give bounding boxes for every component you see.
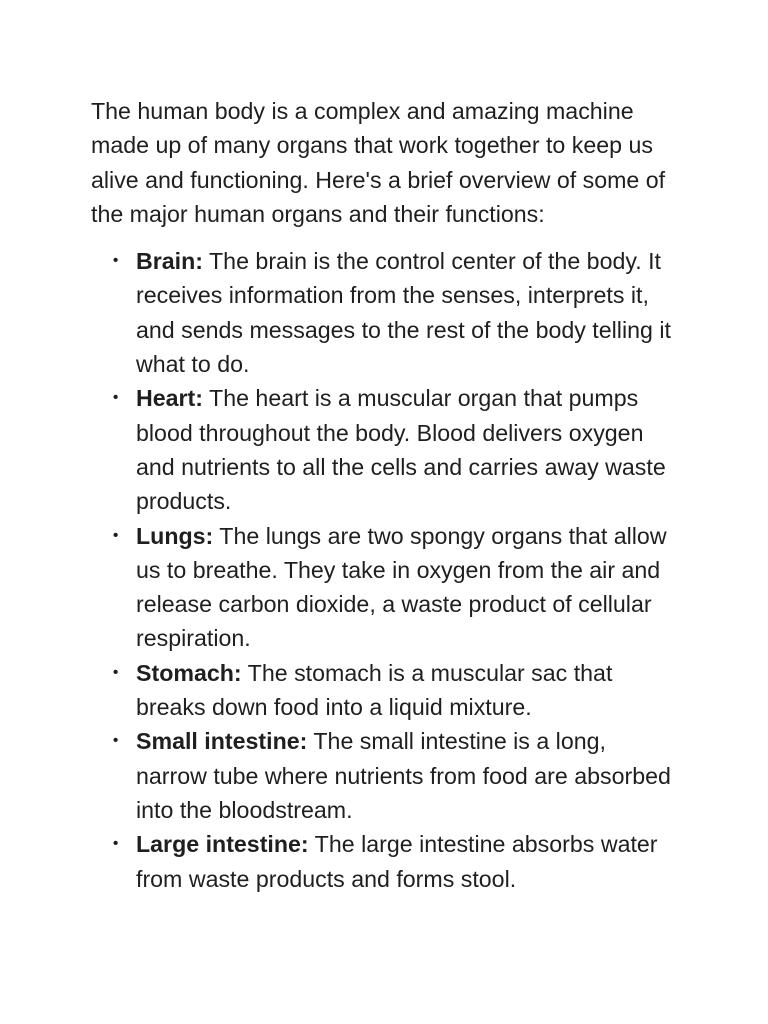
bullet-icon: • xyxy=(113,526,119,544)
organ-name: Lungs: xyxy=(136,522,214,549)
organ-description: The lungs are two spongy organs that allow us to breathe. They take in oxygen from the air and release carbon dioxide, a waste product of cellular respiration. xyxy=(136,522,667,652)
bullet-icon: • xyxy=(113,835,119,853)
bullet-icon: • xyxy=(113,732,119,750)
organ-description: The brain is the control center of the body. It receives information from the senses, interprets it, and sends messages to the rest of the body telling it what to do. xyxy=(136,248,671,378)
bullet-icon: • xyxy=(113,252,119,270)
organ-name: Large intestine: xyxy=(136,831,309,858)
list-item-stomach xyxy=(91,656,681,725)
list-item-small-intestine xyxy=(91,724,681,827)
organ-name: Stomach: xyxy=(136,659,242,686)
organ-name: Heart: xyxy=(136,385,204,412)
document-body xyxy=(91,94,681,896)
organ-description: The small intestine is a long, narrow tube where nutrients from food are absorbed into the bloodstream. xyxy=(136,728,671,823)
organ-name: Small intestine: xyxy=(136,728,308,755)
organ-description: The stomach is a muscular sac that breaks down food into a liquid mixture. xyxy=(136,659,613,721)
bullet-icon: • xyxy=(113,389,119,407)
list-item-lungs xyxy=(91,519,681,656)
organ-name: Brain: xyxy=(136,248,203,275)
organ-description: The large intestine absorbs water from waste products and forms stool. xyxy=(136,831,658,892)
organ-description: The heart is a muscular organ that pumps blood throughout the body. Blood delivers oxygen and nutrients to all the cells and carries away waste products. xyxy=(136,385,666,515)
organ-list xyxy=(91,244,681,896)
list-item-large-intestine xyxy=(91,827,681,896)
list-item-heart xyxy=(91,381,681,518)
list-item-brain xyxy=(91,244,681,381)
intro-paragraph: The human body is a complex and amazing machine made up of many organs that work together to keep us alive and functioning. Here's a brief overview of some of the major human organs and their functions: xyxy=(91,98,666,227)
bullet-icon: • xyxy=(113,663,119,681)
